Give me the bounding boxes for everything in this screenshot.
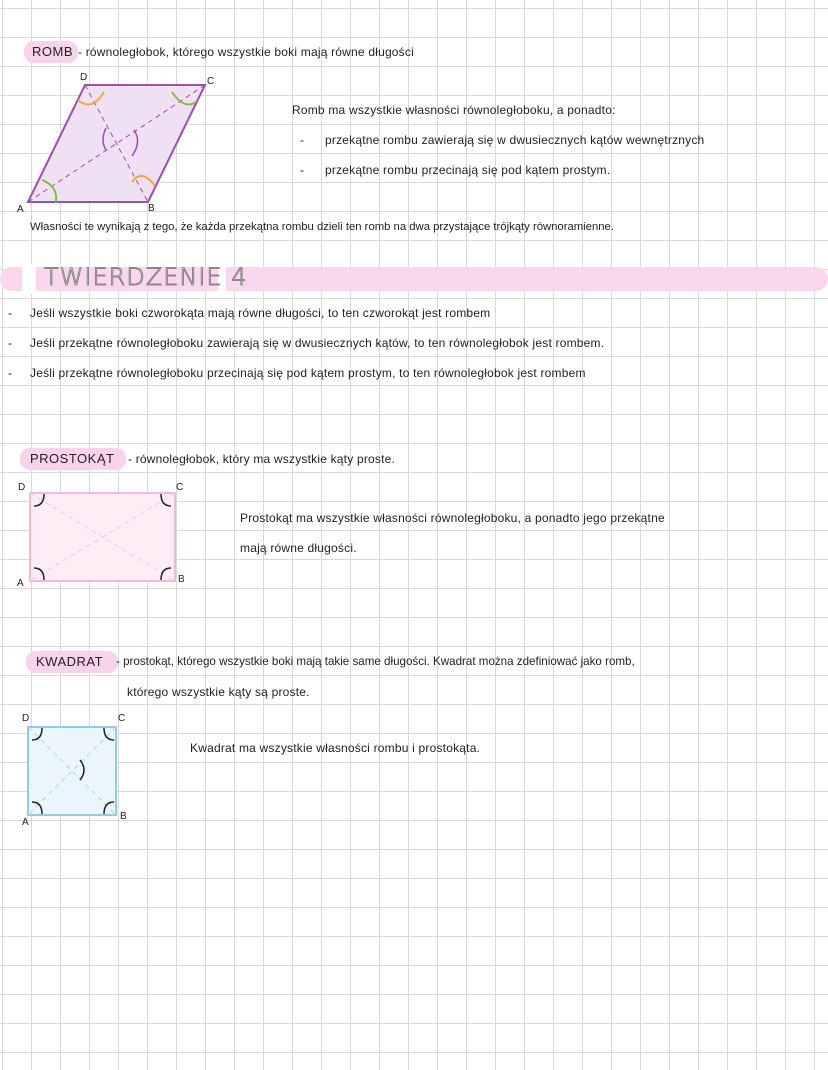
kwadrat-definition-2: którego wszystkie kąty są proste. (127, 685, 310, 699)
rhombus-figure (28, 85, 205, 202)
rect-vertex-d: D (18, 482, 26, 493)
prostokat-text-2: mają równe długości. (240, 541, 357, 555)
square-vertex-b: B (120, 811, 127, 822)
theorem-dash-1: - (8, 306, 13, 320)
romb-vertex-b: B (148, 203, 155, 214)
theorem-dash-3: - (8, 366, 13, 380)
square-vertex-c: C (118, 713, 126, 724)
prostokat-text-1: Prostokąt ma wszystkie własności równoległoboku, a ponadto jego przekątne (240, 511, 665, 525)
romb-intro: Romb ma wszystkie własności równoległoboku, a ponadto: (292, 103, 616, 117)
romb-definition: - równoległobok, którego wszystkie boki mają równe długości (78, 45, 414, 59)
romb-property-2: przekątne rombu przecinają się pod kątem prostym. (325, 163, 611, 177)
romb-vertex-d: D (80, 72, 88, 83)
theorem-dash-2: - (8, 336, 13, 350)
romb-property-1: przekątne rombu zawierają się w dwusiecznych kątów wewnętrznych (325, 133, 705, 147)
square-figure (28, 727, 116, 815)
square-vertex-d: D (22, 713, 30, 724)
rect-vertex-b: B (178, 574, 185, 585)
theorem-item-3: Jeśli przekątne równoległoboku przecinają się pod kątem prostym, to ten równoległobok jest rombem (30, 366, 586, 380)
romb-bullet-dash-1: - (300, 133, 305, 147)
prostokat-term: PROSTOKĄT (30, 451, 115, 466)
theorem-item-1: Jeśli wszystkie boki czworokąta mają równe długości, to ten czworokąt jest rombem (30, 306, 491, 320)
square-vertex-a: A (22, 817, 29, 828)
romb-vertex-a: A (17, 204, 24, 215)
rectangle-figure (30, 493, 175, 581)
theorem-title: TWIERDZENIE 4 (44, 263, 248, 291)
kwadrat-text: Kwadrat ma wszystkie własności rombu i prostokąta. (190, 741, 481, 755)
romb-vertex-c: C (207, 76, 215, 87)
rect-vertex-a: A (17, 578, 24, 589)
romb-bullet-dash-2: - (300, 163, 305, 177)
theorem-band-gap (22, 264, 36, 294)
romb-reason: Własności te wynikają z tego, że każda przekątna rombu dzieli ten romb na dwa przystające trójkąty równoramienne. (30, 221, 614, 233)
theorem-item-2: Jeśli przekątne równoległoboku zawierają się w dwusiecznych kątów, to ten równoległobok jest rombem. (30, 336, 605, 350)
kwadrat-term: KWADRAT (36, 654, 104, 669)
romb-term: ROMB (32, 44, 73, 59)
rect-vertex-c: C (176, 482, 184, 493)
prostokat-definition: - równoległobok, który ma wszystkie kąty proste. (128, 452, 396, 466)
kwadrat-definition-1: - prostokąt, którego wszystkie boki mają takie same długości. Kwadrat można zdefiniować jako romb, (116, 655, 635, 668)
